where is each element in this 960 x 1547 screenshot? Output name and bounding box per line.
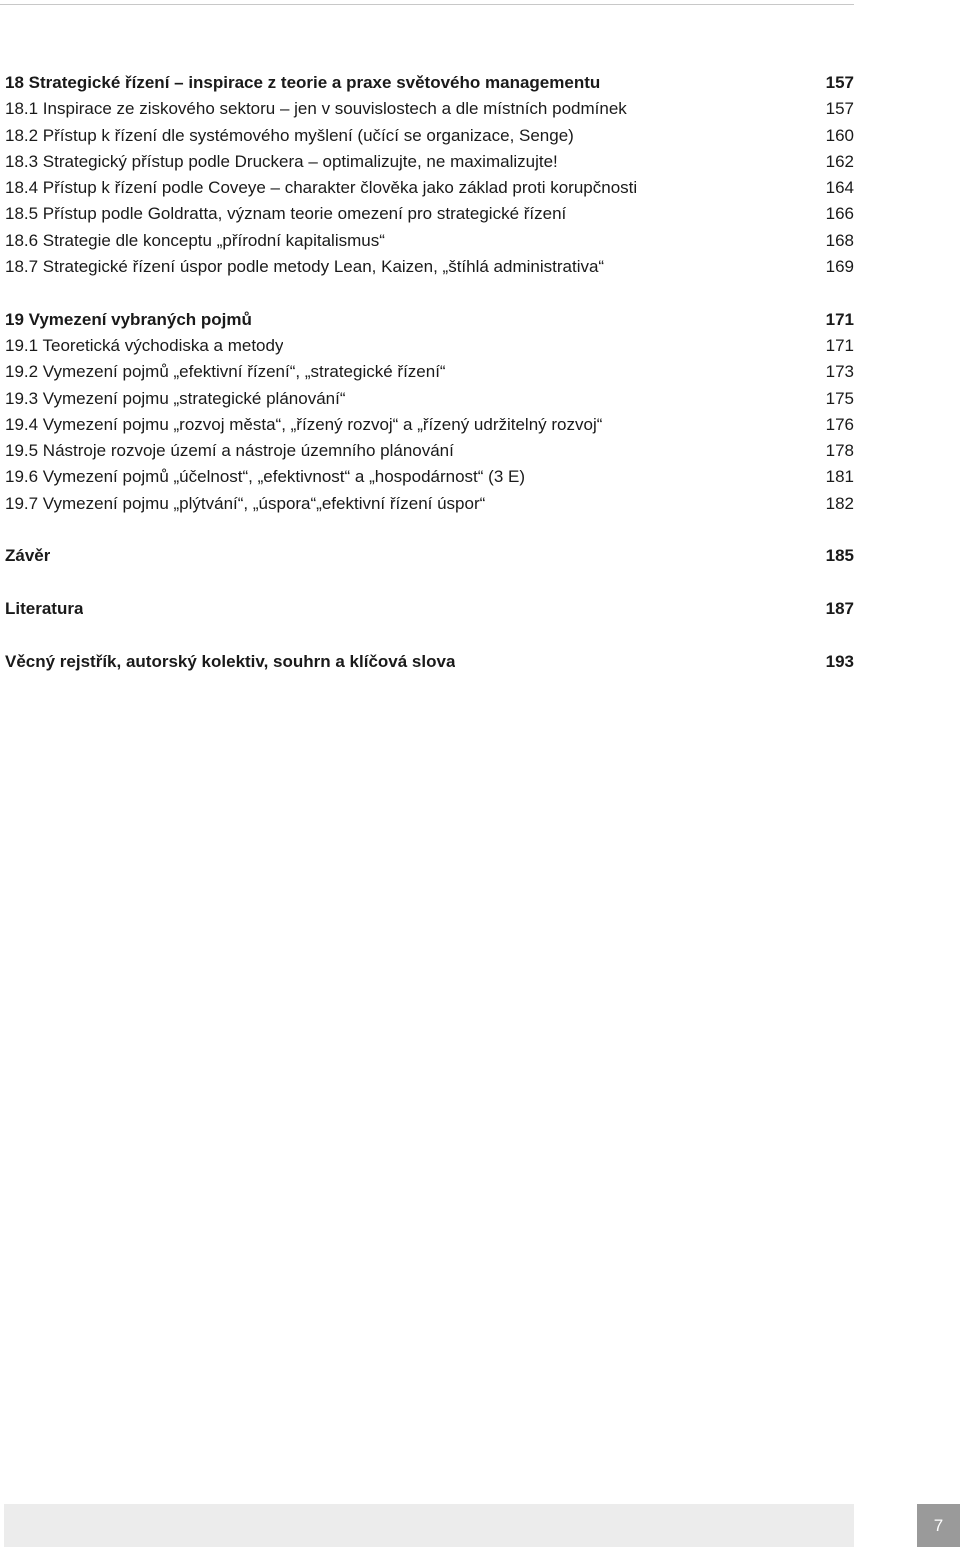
toc-page-number: 171 (825, 309, 854, 329)
top-rule (0, 4, 854, 5)
toc-page-number: 173 (825, 362, 854, 382)
toc-gap (5, 517, 854, 543)
table-of-contents (5, 70, 854, 675)
toc-chapter-row (5, 70, 854, 96)
page-number-tab (917, 1504, 960, 1547)
toc-title: 18.6 Strategie dle konceptu „přírodní kapitalismus“ (5, 230, 385, 250)
toc-title: 18 Strategické řízení – inspirace z teorie a praxe světového managementu (5, 73, 601, 92)
toc-page-number: 164 (825, 178, 854, 198)
toc-entry-row (5, 149, 854, 175)
toc-title: Literatura (5, 598, 84, 618)
toc-chapter-row (5, 596, 854, 622)
toc-title: 18.4 Přístup k řízení podle Coveye – charakter člověka jako základ proti korupčnosti (5, 178, 638, 198)
toc-entry-row (5, 464, 854, 490)
toc-title: 19.6 Vymezení pojmů „účelnost“, „efektivnost“ a „hospodárnost“ (3 E) (5, 467, 525, 487)
toc-title: 19.2 Vymezení pojmů „efektivní řízení“, „strategické řízení“ (5, 362, 446, 382)
toc-entry-row (5, 175, 854, 201)
toc-title: 18.5 Přístup podle Goldratta, význam teorie omezení pro strategické řízení (5, 204, 567, 224)
toc-chapter-row (5, 649, 854, 675)
toc-page-number: 185 (825, 546, 854, 566)
footer-bar (4, 1504, 854, 1547)
toc-title: 19.4 Vymezení pojmu „rozvoj města“, „řízený rozvoj“ a „řízený udržitelný rozvoj“ (5, 414, 603, 434)
toc-page-number: 178 (825, 441, 854, 461)
toc-entry-row (5, 438, 854, 464)
toc-page-number: 181 (825, 467, 854, 487)
toc-entry-row (5, 96, 854, 122)
toc-title: Věcný rejstřík, autorský kolektiv, souhrn a klíčová slova (5, 651, 456, 671)
toc-title: 19.5 Nástroje rozvoje území a nástroje územního plánování (5, 441, 454, 461)
toc-page-number: 157 (825, 73, 854, 92)
toc-title: 19.3 Vymezení pojmu „strategické plánování“ (5, 388, 346, 408)
toc-title: Závěr (5, 546, 51, 566)
toc-page-number: 166 (825, 204, 854, 224)
toc-page-number: 187 (825, 598, 854, 618)
toc-title: 18.1 Inspirace ze ziskového sektoru – jen v souvislostech a dle místních podmínek (5, 99, 627, 119)
toc-title: 19 Vymezení vybraných pojmů (5, 309, 252, 329)
toc-title: 19.7 Vymezení pojmu „plýtvání“, „úspora“„efektivní řízení úspor“ (5, 493, 486, 513)
toc-chapter-row (5, 307, 854, 333)
toc-page-number: 160 (825, 125, 854, 145)
toc-page-number: 157 (825, 99, 854, 119)
toc-title: 18.7 Strategické řízení úspor podle metody Lean, Kaizen, „štíhlá administrativa“ (5, 257, 605, 277)
page-number: 7 (933, 1515, 944, 1535)
toc-chapter-row (5, 543, 854, 569)
toc-entry-row (5, 123, 854, 149)
toc-page-number: 171 (825, 335, 854, 355)
toc-page-number: 182 (825, 493, 854, 513)
toc-page-number: 162 (825, 151, 854, 171)
toc-page-number: 169 (825, 257, 854, 277)
toc-entry-row (5, 254, 854, 280)
toc-title: 19.1 Teoretická východiska a metody (5, 335, 284, 355)
toc-gap (5, 622, 854, 648)
toc-entry-row (5, 491, 854, 517)
toc-gap (5, 570, 854, 596)
toc-entry-row (5, 386, 854, 412)
toc-page-number: 168 (825, 230, 854, 250)
toc-page-number: 193 (825, 651, 854, 671)
toc-entry-row (5, 359, 854, 385)
toc-entry-row (5, 333, 854, 359)
toc-entry-row (5, 412, 854, 438)
toc-entry-row (5, 201, 854, 227)
toc-page-number: 175 (825, 388, 854, 408)
toc-title: 18.3 Strategický přístup podle Druckera – optimalizujte, ne maximalizujte! (5, 151, 558, 171)
toc-entry-row (5, 228, 854, 254)
toc-title: 18.2 Přístup k řízení dle systémového myšlení (učící se organizace, Senge) (5, 125, 574, 145)
toc-gap (5, 280, 854, 306)
toc-page-number: 176 (825, 414, 854, 434)
